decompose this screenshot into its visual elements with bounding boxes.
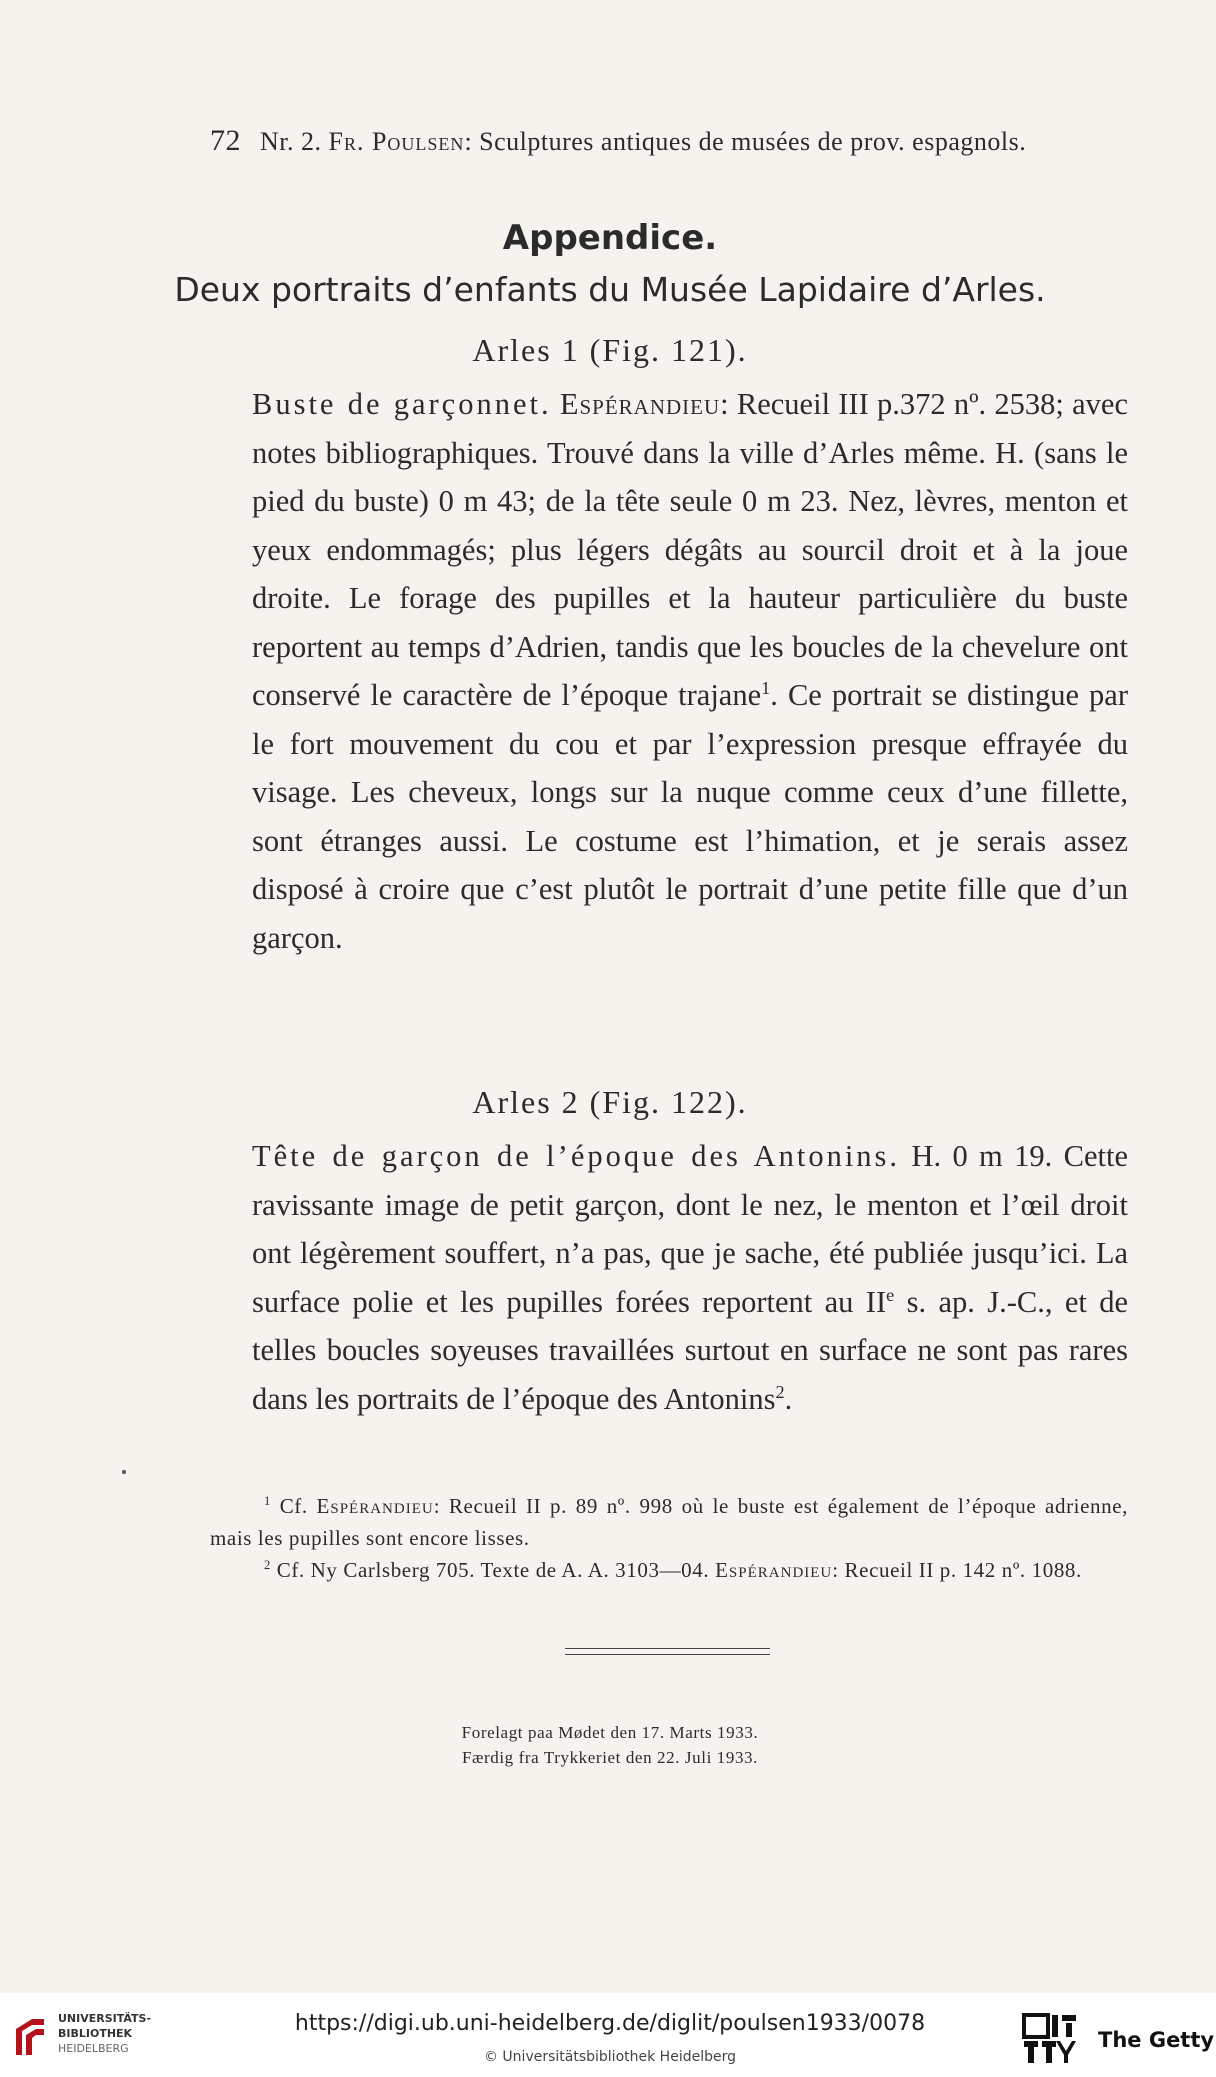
footnote-1-pre: Cf. (279, 1494, 317, 1518)
copyright-notice: © Universitätsbibliothek Heidelberg (483, 2049, 736, 2065)
entry-text-2a: H. 0 m 19. Cette ravissante image de petit garçon, dont le nez, le menton et l’œil droit ont légèrement souffert, n’a pas, que je sache, été publiée jusqu’ici. La surface polie et les pupilles forées reportent au II (252, 1139, 1128, 1319)
end-rule-top (565, 1648, 770, 1649)
footnote-2-author: Espérandieu (715, 1558, 833, 1582)
university-library-logo-icon (12, 2015, 48, 2059)
partner-name: The Getty (1098, 2028, 1215, 2052)
footnote-ref-2[interactable]: 2 (775, 1381, 785, 1402)
footnote-number-2: 2 (264, 1558, 271, 1572)
entry-lead-2: Tête de garçon de l’époque des Antonins. (252, 1139, 901, 1173)
entry-text-2c: . (784, 1381, 793, 1416)
getty-logo-icon (1022, 2013, 1078, 2065)
entry-text-1b: . Ce portrait se distingue par le fort mouvement du cou et par l’expression presque effrayée du visage. Les cheveux, longs sur la nuque comme ceux d’une fillette, sont étranges aussi. Le costume est l’himation, et je serais assez disposé à croire que c’est plutôt le portrait d’une petite fille que d’un garçon. (252, 678, 1128, 955)
entry-lead-1: Buste de garçonnet. (252, 387, 552, 421)
section-subtitle: Deux portraits d’enfants du Musée Lapidaire d’Arles. (174, 270, 1046, 309)
colophon-line-1: Forelagt paa Mødet den 17. Marts 1933. (461, 1723, 759, 1742)
footnote-2-pre: Cf. Ny Carlsberg 705. Texte de A. A. 3103—04. (276, 1558, 716, 1582)
library-name-line-3: HEIDELBERG (58, 2042, 129, 2055)
footnote-1-text: : Recueil II p. 89 nº. 998 où le buste est également de l’époque adrienne, mais les pupilles sont encore lisses. (210, 1494, 1129, 1550)
entry-heading-1: Arles 1 (Fig. 121). (472, 332, 748, 368)
footer-bar (0, 1993, 1216, 2077)
page-number: 72 (210, 124, 241, 157)
entry-paragraph-1 (210, 380, 1128, 962)
entry-text-1a: : Recueil III p.372 nº. 2538; avec notes bibliographiques. Trouvé dans la ville d’Arles même. H. (sans le pied du buste) 0 m 43; de la tête seule 0 m 23. Nez, lèvres, menton et yeux endommagés; plus légers dégâts au sourcil droit et à la joue droite. Le forage des pupilles et la hauteur particulière du buste reportent au temps d’Adrien, tandis que les boucles de la chevelure ont conservé le caractère de l’époque trajane (252, 387, 1128, 712)
book-title: : Sculptures antiques de musées de prov. espagnols. (464, 127, 1027, 156)
entry-text-2b: s. ap. J.-C., et de telles boucles soyeuses travaillées surtout en surface ne sont pas rares dans les portraits de l’époque des Antonins (252, 1284, 1128, 1416)
end-rule-bottom (565, 1654, 770, 1655)
running-head (210, 124, 1130, 158)
footnotes (210, 1490, 1128, 1586)
library-name (58, 2011, 151, 2056)
permalink-url[interactable]: https://digi.ub.uni-heidelberg.de/diglit/poulsen1933/0078 (294, 2011, 926, 2036)
footnote-1-author: Espérandieu (316, 1494, 434, 1518)
footnote-2-text: : Recueil II p. 142 nº. 1088. (832, 1558, 1082, 1582)
footnote-1 (210, 1490, 1128, 1554)
section-title: Appendice. (502, 218, 718, 258)
footnote-number-1: 1 (264, 1494, 271, 1508)
entry-heading-2: Arles 2 (Fig. 122). (472, 1084, 748, 1120)
colophon-line-2: Færdig fra Trykkeriet den 22. Juli 1933. (462, 1748, 758, 1767)
library-name-line-2: BIBLIOTHEK (58, 2027, 133, 2040)
footnote-ref-1[interactable]: 1 (761, 677, 771, 698)
library-name-line-1: UNIVERSITÄTS- (58, 2012, 152, 2025)
author-ref-1: Espérandieu (559, 387, 721, 421)
footnote-2 (210, 1554, 1128, 1586)
superscript-e: e (886, 1284, 895, 1305)
author-name: Fr. Poulsen (328, 127, 465, 156)
scan-speck (122, 1470, 126, 1474)
series-label: Nr. 2. (260, 127, 322, 156)
entry-paragraph-2 (210, 1132, 1128, 1423)
